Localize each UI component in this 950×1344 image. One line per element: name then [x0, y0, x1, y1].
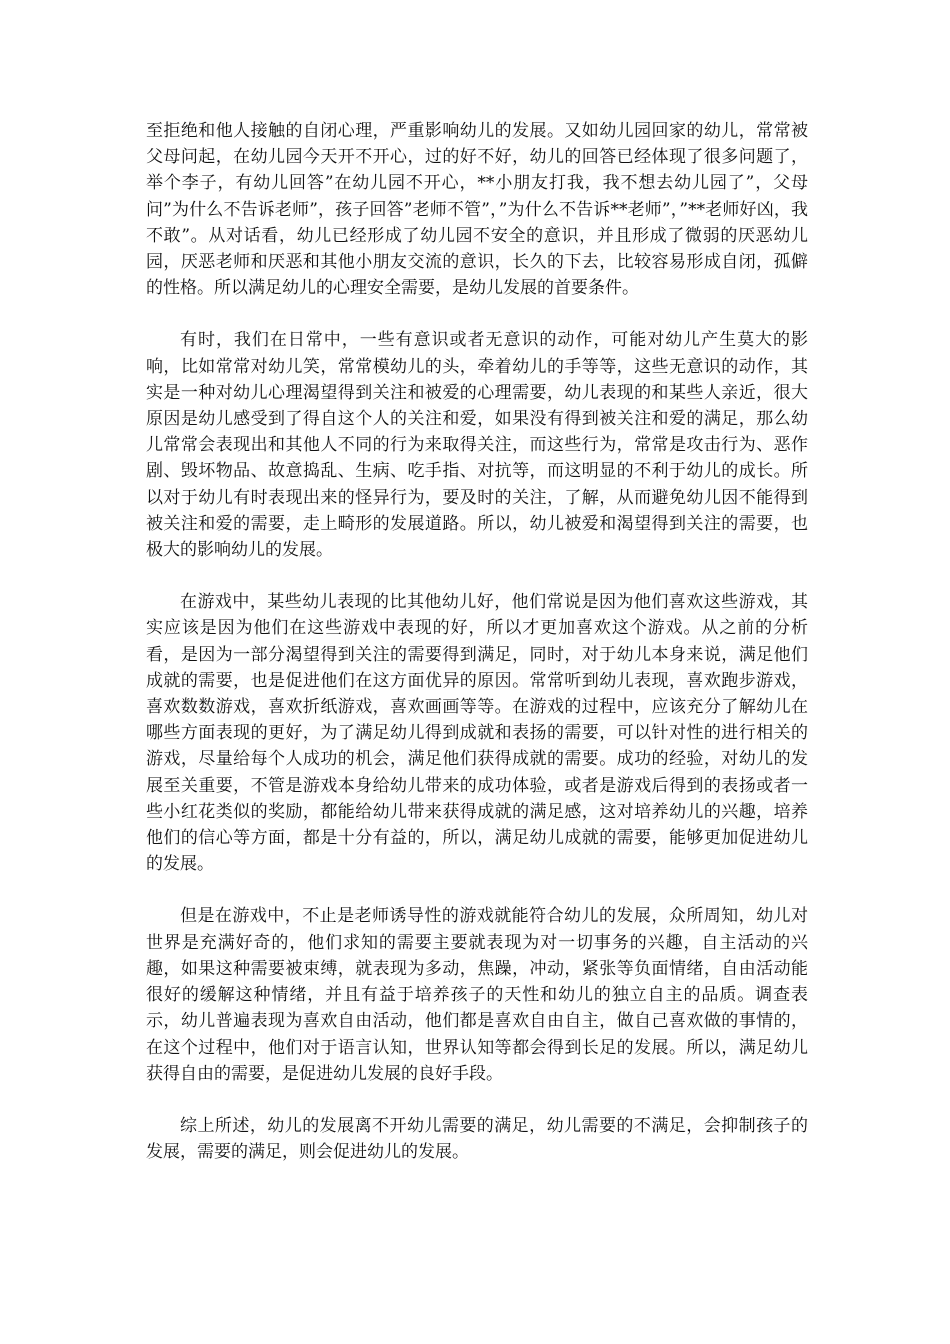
paragraph-1: 至拒绝和他人接触的自闭心理，严重影响幼儿的发展。又如幼儿园回家的幼儿，常常被父母问起，在幼儿园今天开不开心，过的好不好，幼儿的回答已经体现了很多问题了，举个李子，有幼儿回答”在幼儿园不开心，**小朋友打我，我不想去幼儿园了”，父母问”为什么不告诉老师”，孩子回答”老师不管”，”为什么不告诉**老师”，”**老师好凶，我不敢”。从对话看，幼儿已经形成了幼儿园不安全的意识，并且形成了微弱的厌恶幼儿园，厌恶老师和厌恶和其他小朋友交流的意识，长久的下去，比较容易形成自闭，孤僻的性格。所以满足幼儿的心理安全需要，是幼儿发展的首要条件。 — [146, 121, 808, 299]
paragraph-4: 但是在游戏中，不止是老师诱导性的游戏就能符合幼儿的发展，众所周知，幼儿对世界是充满好奇的，他们求知的需要主要就表现为对一切事务的兴趣，自主活动的兴趣，如果这种需要被束缚，就表现为多动，焦躁，冲动，紧张等负面情绪，自由活动能很好的缓解这种情绪，并且有益于培养孩子的天性和幼儿的独立自主的品质。调查表示，幼儿普遍表现为喜欢自由活动，他们都是喜欢自由自主，做自己喜欢做的事情的，在这个过程中，他们对于语言认知，世界认知等都会得到长足的发展。所以，满足幼儿获得自由的需要，是促进幼儿发展的良好手段。 — [146, 906, 808, 1084]
paragraph-3: 在游戏中，某些幼儿表现的比其他幼儿好，他们常说是因为他们喜欢这些游戏，其实应该是因为他们在这些游戏中表现的好，所以才更加喜欢这个游戏。从之前的分析看，是因为一部分渴望得到关注的需要得到满足，同时，对于幼儿本身来说，满足他们成就的需要，也是促进他们在这方面优异的原因。常常听到幼儿表现，喜欢跑步游戏，喜欢数数游戏，喜欢折纸游戏，喜欢画画等等。在游戏的过程中，应该充分了解幼儿在哪些方面表现的更好，为了满足幼儿得到成就和表扬的需要，可以针对性的进行相关的游戏，尽量给每个人成功的机会，满足他们获得成就的需要。成功的经验，对幼儿的发展至关重要，不管是游戏本身给幼儿带来的成功体验，或者是游戏后得到的表扬或者一些小红花类似的奖励，都能给幼儿带来获得成就的满足感，这对培养幼儿的兴趣，培养他们的信心等方面，都是十分有益的，所以，满足幼儿成就的需要，能够更加促进幼儿的发展。 — [146, 592, 808, 875]
paragraph-5: 综上所述，幼儿的发展离不开幼儿需要的满足，幼儿需要的不满足，会抑制孩子的发展，需要的满足，则会促进幼儿的发展。 — [146, 1115, 808, 1163]
document-page — [146, 118, 808, 1165]
paragraph-2: 有时，我们在日常中，一些有意识或者无意识的动作，可能对幼儿产生莫大的影响，比如常常对幼儿笑，常常模幼儿的头，牵着幼儿的手等等，这些无意识的动作，其实是一种对幼儿心理渴望得到关注和被爱的心理需要，幼儿表现的和某些人亲近，很大原因是幼儿感受到了得自这个人的关注和爱，如果没有得到被关注和爱的满足，那么幼儿常常会表现出和其他人不同的行为来取得关注，而这些行为，常常是攻击行为、恶作剧、毁坏物品、故意捣乱、生病、吃手指、对抗等，而这明显的不利于幼儿的成长。所以对于幼儿有时表现出来的怪异行为，要及时的关注，了解，从而避免幼儿因不能得到被关注和爱的需要，走上畸形的发展道路。所以，幼儿被爱和渴望得到关注的需要，也极大的影响幼儿的发展。 — [146, 330, 808, 561]
